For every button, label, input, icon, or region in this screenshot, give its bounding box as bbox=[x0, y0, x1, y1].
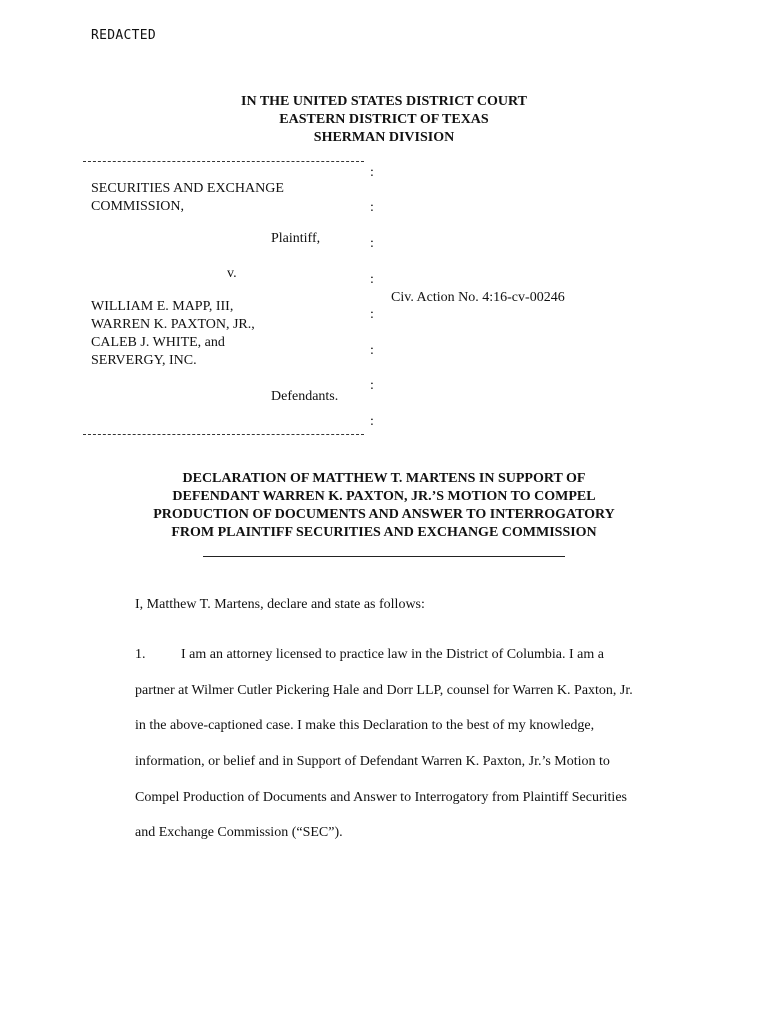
declaration-title-line: DEFENDANT WARREN K. PAXTON, JR.’S MOTION TO COMPEL bbox=[172, 489, 596, 504]
declaration-title-line: FROM PLAINTIFF SECURITIES AND EXCHANGE COMMISSION bbox=[171, 525, 597, 540]
intro-statement: I, Matthew T. Martens, declare and state as follows: bbox=[135, 597, 425, 612]
paragraph-1-line-4: information, or belief and in Support of Defendant Warren K. Paxton, Jr.’s Motion to bbox=[135, 754, 610, 769]
caption-colon: : bbox=[370, 272, 374, 287]
defendants-label: Defendants. bbox=[271, 389, 339, 404]
defendant-name-line-4: SERVERGY, INC. bbox=[91, 353, 197, 368]
court-district: EASTERN DISTRICT OF TEXAS bbox=[279, 112, 489, 127]
plaintiff-name-line-1: SECURITIES AND EXCHANGE bbox=[91, 181, 284, 196]
caption-colon: : bbox=[370, 165, 374, 180]
caption-top-rule bbox=[83, 161, 364, 162]
paragraph-1-line-5: Compel Production of Documents and Answer to Interrogatory from Plaintiff Securities bbox=[135, 790, 627, 805]
caption-colon: : bbox=[370, 307, 374, 322]
paragraph-1-line-2: partner at Wilmer Cutler Pickering Hale and Dorr LLP, counsel for Warren K. Paxton, Jr. bbox=[135, 683, 633, 698]
caption-colon: : bbox=[370, 200, 374, 215]
defendant-name-line-3: CALEB J. WHITE, and bbox=[91, 335, 225, 350]
declaration-title-line: PRODUCTION OF DOCUMENTS AND ANSWER TO INTERROGATORY bbox=[153, 507, 615, 522]
paragraph-1-line-1: I am an attorney licensed to practice law in the District of Columbia. I am a bbox=[181, 647, 604, 662]
caption-colon: : bbox=[370, 236, 374, 251]
versus-label: v. bbox=[227, 266, 237, 281]
caption-bottom-rule bbox=[83, 434, 364, 435]
case-number: Civ. Action No. 4:16-cv-00246 bbox=[391, 290, 565, 305]
title-underline bbox=[203, 556, 565, 557]
caption-colon: : bbox=[370, 378, 374, 393]
court-division: SHERMAN DIVISION bbox=[313, 130, 455, 145]
defendant-name-line-1: WILLIAM E. MAPP, III, bbox=[91, 299, 234, 314]
caption-colon: : bbox=[370, 343, 374, 358]
caption-colon: : bbox=[370, 414, 374, 429]
paragraph-1-line-3: in the above-captioned case. I make this Declaration to the best of my knowledge, bbox=[135, 718, 595, 733]
paragraph-number: 1. bbox=[135, 647, 146, 662]
paragraph-1-line-6: and Exchange Commission (“SEC”). bbox=[135, 825, 343, 840]
redacted-label: REDACTED bbox=[91, 28, 157, 43]
declaration-title-line: DECLARATION OF MATTHEW T. MARTENS IN SUPPORT OF bbox=[182, 471, 586, 486]
plaintiff-label: Plaintiff, bbox=[271, 231, 321, 246]
court-name: IN THE UNITED STATES DISTRICT COURT bbox=[241, 94, 527, 109]
defendant-name-line-2: WARREN K. PAXTON, JR., bbox=[91, 317, 255, 332]
plaintiff-name-line-2: COMMISSION, bbox=[91, 199, 184, 214]
